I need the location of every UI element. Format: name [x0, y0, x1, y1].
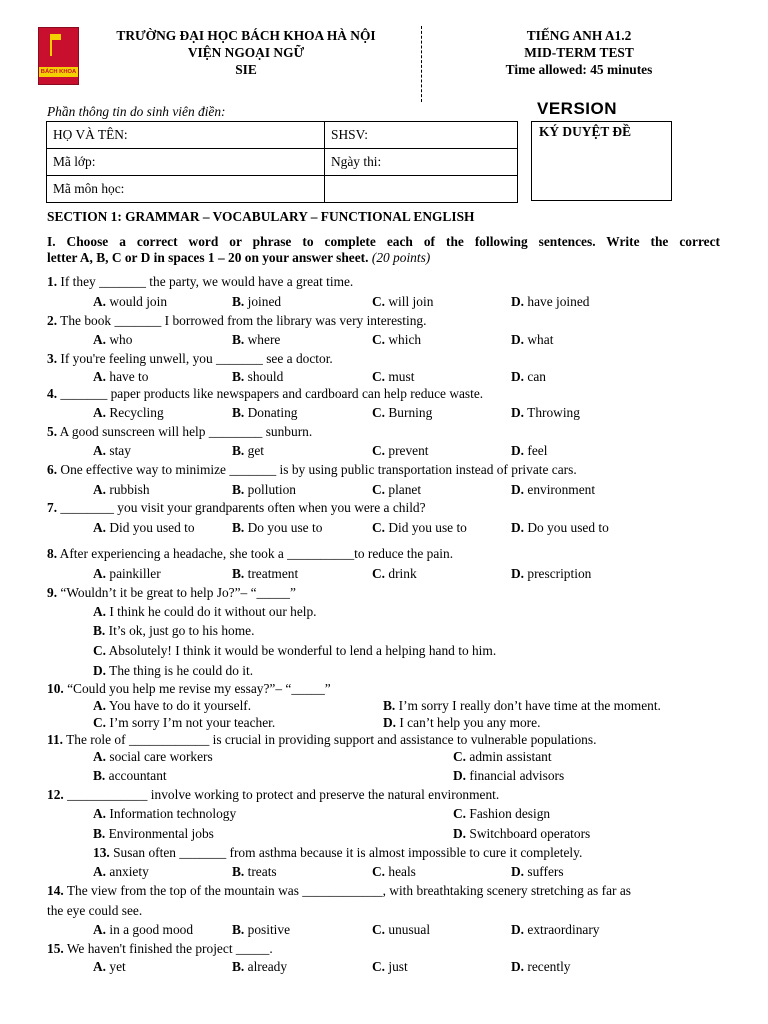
option-text: The thing is he could do it. [106, 663, 254, 678]
question-10-option-a[interactable] [93, 698, 251, 713]
option-letter: A. [93, 959, 107, 974]
instruction-line-1: I. Choose a correct word or phrase to complete each of the following sentences. Write the correct [47, 234, 720, 249]
subject-code-cell[interactable] [47, 176, 325, 203]
question-number: 14. [47, 883, 64, 898]
version-label: VERSION [537, 99, 618, 118]
student-id-cell[interactable] [325, 122, 518, 149]
option-letter: B. [232, 959, 245, 974]
question-2-option-b[interactable] [232, 332, 280, 347]
question-3-option-a[interactable] [93, 369, 148, 384]
option-letter: D. [511, 482, 525, 497]
option-text: financial advisors [466, 768, 565, 783]
option-letter: B. [383, 698, 396, 713]
option-text: where [244, 332, 281, 347]
option-text: Information technology [106, 806, 237, 821]
question-14-option-c[interactable] [372, 922, 430, 937]
option-text: rubbish [106, 482, 150, 497]
option-text: painkiller [106, 566, 161, 581]
option-text: Absolutely! I think it would be wonderful to lend a helping hand to him. [106, 643, 497, 658]
question-10-option-c[interactable] [93, 715, 275, 730]
option-letter: A. [93, 520, 107, 535]
question-8-option-c[interactable] [372, 566, 417, 581]
question-11-option-c[interactable] [453, 749, 552, 764]
option-letter: B. [232, 405, 245, 420]
option-text: prescription [524, 566, 592, 581]
question-12-option-b[interactable] [93, 826, 214, 841]
question-8-option-b[interactable] [232, 566, 298, 581]
question-12-option-d[interactable] [453, 826, 590, 841]
option-letter: D. [511, 922, 525, 937]
option-letter: B. [232, 864, 245, 879]
question-15-option-b[interactable] [232, 959, 287, 974]
option-text: get [244, 443, 264, 458]
option-text: prevent [385, 443, 429, 458]
option-letter: B. [93, 826, 106, 841]
option-text: Recycling [106, 405, 164, 420]
option-text: who [106, 332, 133, 347]
option-letter: B. [232, 482, 245, 497]
option-letter: C. [372, 520, 386, 535]
option-text: already [244, 959, 288, 974]
question-7-stem [47, 500, 426, 515]
option-letter: C. [453, 749, 467, 764]
option-letter: D. [511, 864, 525, 879]
question-14-stem-continued: the eye could see. [47, 903, 143, 918]
question-11-option-b[interactable] [93, 768, 167, 783]
question-12-option-a[interactable] [93, 806, 236, 821]
question-4-option-d[interactable] [511, 405, 580, 420]
question-number: 2. [47, 313, 58, 328]
question-13-option-d[interactable] [511, 864, 564, 879]
question-4-option-c[interactable] [372, 405, 432, 420]
question-5-option-a[interactable] [93, 443, 131, 458]
option-text: heals [385, 864, 416, 879]
school-header [78, 27, 414, 78]
question-3-option-b[interactable] [232, 369, 283, 384]
option-text: in a good mood [106, 922, 194, 937]
option-letter: A. [93, 806, 107, 821]
option-letter: D. [511, 332, 525, 347]
question-number: 5. [47, 424, 58, 439]
subject-code-label: Mã môn học: [53, 181, 125, 197]
question-7-option-a[interactable] [93, 520, 195, 535]
option-text: must [385, 369, 415, 384]
option-letter: C. [453, 806, 467, 821]
option-text: accountant [105, 768, 167, 783]
option-letter: B. [93, 623, 106, 638]
option-text: just [385, 959, 408, 974]
option-letter: B. [232, 332, 245, 347]
question-15-option-c[interactable] [372, 959, 408, 974]
option-letter: A. [93, 369, 107, 384]
question-13-option-c[interactable] [372, 864, 416, 879]
question-15-option-d[interactable] [511, 959, 571, 974]
time-allowed: Time allowed: 45 minutes [505, 62, 653, 77]
question-1-option-b[interactable] [232, 294, 281, 309]
question-3-option-c[interactable] [372, 369, 414, 384]
option-letter: D. [511, 443, 525, 458]
option-text: treatment [244, 566, 299, 581]
option-letter: C. [372, 332, 386, 347]
test-name: MID-TERM TEST [524, 45, 634, 60]
question-11-option-a[interactable] [93, 749, 213, 764]
option-letter: A. [93, 332, 107, 347]
question-number: 12. [47, 787, 64, 802]
question-8-option-a[interactable] [93, 566, 161, 581]
option-letter: A. [93, 698, 107, 713]
option-letter: C. [372, 405, 386, 420]
question-11-stem [47, 732, 596, 747]
option-text: Did you use to [385, 520, 467, 535]
question-10-option-d[interactable] [383, 715, 540, 730]
question-text: The role of ____________ is crucial in providing support and assistance to vulnerable populations. [63, 732, 597, 747]
option-text: which [385, 332, 422, 347]
question-5-option-b[interactable] [232, 443, 264, 458]
option-letter: B. [232, 369, 245, 384]
question-text: One effective way to minimize _______ is by using public transportation instead of private cars. [57, 462, 577, 477]
question-8-option-d[interactable] [511, 566, 591, 581]
question-10-option-b[interactable] [383, 698, 661, 713]
instruction-points: (20 points) [371, 250, 431, 265]
option-text: stay [106, 443, 131, 458]
question-number: 9. [47, 585, 58, 600]
option-letter: D. [511, 294, 525, 309]
question-2-option-d[interactable] [511, 332, 553, 347]
question-number: 10. [47, 681, 64, 696]
logo-text: BÁCH KHOA [40, 69, 77, 75]
option-text: social care workers [106, 749, 213, 764]
option-text: Do you used to [524, 520, 609, 535]
question-1-stem [47, 274, 353, 289]
option-text: recently [524, 959, 571, 974]
question-12-option-c[interactable] [453, 806, 550, 821]
exam-date-label: Ngày thi: [331, 154, 382, 170]
question-5-stem [47, 424, 312, 439]
class-label: Mã lớp: [53, 154, 96, 170]
question-9-option-d[interactable] [93, 663, 253, 678]
question-7-option-c[interactable] [372, 520, 467, 535]
option-letter: A. [93, 864, 107, 879]
option-text: admin assistant [466, 749, 552, 764]
instructions [47, 234, 720, 266]
option-text: I’m sorry I really don’t have time at the moment. [395, 698, 661, 713]
question-number: 8. [47, 546, 58, 561]
student-info-table [46, 121, 518, 203]
option-letter: A. [93, 604, 107, 619]
question-6-option-d[interactable] [511, 482, 595, 497]
question-4-stem [47, 386, 483, 401]
option-text: drink [385, 566, 417, 581]
option-letter: A. [93, 443, 107, 458]
option-text: joined [244, 294, 282, 309]
question-10-stem [47, 681, 331, 696]
approval-box [531, 121, 672, 201]
question-number: 15. [47, 941, 64, 956]
option-letter: D. [511, 369, 525, 384]
approval-label: KÝ DUYỆT ĐỀ [539, 124, 632, 139]
option-letter: D. [383, 715, 397, 730]
question-1-option-a[interactable] [93, 294, 167, 309]
question-6-option-a[interactable] [93, 482, 150, 497]
option-letter: A. [93, 922, 107, 937]
question-text: ________ you visit your grandparents often when you were a child? [57, 500, 426, 515]
student-id-label: SHSV: [331, 127, 368, 143]
option-letter: A. [93, 482, 107, 497]
option-text: suffers [524, 864, 564, 879]
option-letter: D. [453, 826, 467, 841]
option-text: Throwing [524, 405, 580, 420]
option-text: will join [385, 294, 434, 309]
question-14-option-d[interactable] [511, 922, 600, 937]
course-name: TIẾNG ANH A1.2 [526, 28, 632, 43]
question-15-option-a[interactable] [93, 959, 126, 974]
question-number: 4. [47, 386, 58, 401]
option-letter: A. [93, 294, 107, 309]
question-9-option-b[interactable] [93, 623, 254, 638]
question-7-option-d[interactable] [511, 520, 609, 535]
option-text: extraordinary [524, 922, 600, 937]
option-letter: B. [232, 294, 245, 309]
option-letter: C. [372, 566, 386, 581]
option-letter: D. [511, 959, 525, 974]
test-header [460, 27, 698, 78]
option-text: can [524, 369, 546, 384]
question-13-option-b[interactable] [232, 864, 277, 879]
option-letter: B. [232, 520, 245, 535]
exam-date-cell[interactable] [325, 149, 518, 176]
option-text: treats [244, 864, 277, 879]
option-text: feel [524, 443, 548, 458]
question-4-option-a[interactable] [93, 405, 164, 420]
option-letter: C. [372, 482, 386, 497]
option-text: anxiety [106, 864, 149, 879]
option-text: Burning [385, 405, 433, 420]
question-6-option-b[interactable] [232, 482, 296, 497]
institute-name: VIỆN NGOẠI NGỮ [187, 45, 305, 60]
question-9-option-c[interactable] [93, 643, 496, 658]
question-number: 11. [47, 732, 63, 747]
option-letter: D. [453, 768, 467, 783]
question-text: If they _______ the party, we would have a great time. [57, 274, 354, 289]
option-text: positive [244, 922, 291, 937]
option-text: pollution [244, 482, 296, 497]
question-15-stem [47, 941, 273, 956]
name-cell[interactable] [47, 122, 325, 149]
question-3-stem [47, 351, 333, 366]
option-text: Did you used to [106, 520, 195, 535]
question-2-stem [47, 313, 426, 328]
option-letter: C. [372, 959, 386, 974]
option-letter: D. [511, 520, 525, 535]
option-letter: C. [372, 922, 386, 937]
question-text: The view from the top of the mountain was ____________, with breathtaking scenery stretching as far as [63, 883, 631, 898]
university-logo [38, 27, 79, 85]
option-letter: D. [93, 663, 107, 678]
question-5-option-d[interactable] [511, 443, 547, 458]
question-12-stem [47, 787, 499, 802]
university-name: TRƯỜNG ĐẠI HỌC BÁCH KHOA HÀ NỘI [116, 28, 376, 43]
question-number: 7. [47, 500, 58, 515]
question-number: 3. [47, 351, 58, 366]
question-text: After experiencing a headache, she took a __________to reduce the pain. [57, 546, 454, 561]
section-title: SECTION 1: GRAMMAR – VOCABULARY – FUNCTIONAL ENGLISH [47, 209, 475, 224]
question-13-stem [93, 845, 582, 860]
question-9-stem [47, 585, 296, 600]
question-number: 6. [47, 462, 58, 477]
option-letter: C. [372, 443, 386, 458]
option-text: It’s ok, just go to his home. [105, 623, 255, 638]
question-6-option-c[interactable] [372, 482, 421, 497]
option-letter: A. [93, 405, 107, 420]
question-1-option-d[interactable] [511, 294, 589, 309]
option-text: should [244, 369, 284, 384]
option-letter: C. [93, 715, 107, 730]
option-text: I can’t help you any more. [396, 715, 541, 730]
question-text: “Could you help me revise my essay?”– “_____” [63, 681, 331, 696]
question-text: “Wouldn’t it be great to help Jo?”– “_____” [57, 585, 296, 600]
option-text: Fashion design [466, 806, 551, 821]
student-info-caption: Phần thông tin do sinh viên điền: [47, 104, 226, 119]
option-letter: B. [93, 768, 106, 783]
question-14-stem [47, 883, 631, 898]
option-letter: A. [93, 566, 107, 581]
option-text: Do you use to [244, 520, 323, 535]
option-text: Environmental jobs [105, 826, 214, 841]
option-text: yet [106, 959, 126, 974]
question-3-option-d[interactable] [511, 369, 546, 384]
question-text: _______ paper products like newspapers and cardboard can help reduce waste. [57, 386, 484, 401]
question-7-option-b[interactable] [232, 520, 322, 535]
option-letter: A. [93, 749, 107, 764]
question-number: 13. [93, 845, 110, 860]
question-13-option-a[interactable] [93, 864, 149, 879]
header-divider [421, 26, 422, 102]
question-14-option-b[interactable] [232, 922, 290, 937]
question-2-option-a[interactable] [93, 332, 132, 347]
question-text: If you're feeling unwell, you _______ see a doctor. [57, 351, 333, 366]
question-8-stem [47, 546, 453, 561]
question-text: ____________ involve working to protect and preserve the natural environment. [63, 787, 500, 802]
question-9-option-a[interactable] [93, 604, 317, 619]
option-letter: B. [232, 566, 245, 581]
question-6-stem [47, 462, 577, 477]
option-letter: C. [372, 864, 386, 879]
question-text: We haven't finished the project _____. [63, 941, 273, 956]
option-text: I’m sorry I’m not your teacher. [106, 715, 276, 730]
instruction-line-2: letter A, B, C or D in spaces 1 – 20 on your answer sheet. [47, 250, 369, 265]
name-label: HỌ VÀ TÊN: [53, 127, 128, 143]
option-text: I think he could do it without our help. [106, 604, 317, 619]
option-letter: C. [372, 369, 386, 384]
option-text: Donating [244, 405, 298, 420]
question-14-option-a[interactable] [93, 922, 193, 937]
option-letter: B. [232, 922, 245, 937]
option-text: have to [106, 369, 149, 384]
option-text: would join [106, 294, 168, 309]
institute-abbr: SIE [235, 62, 257, 77]
option-letter: D. [511, 566, 525, 581]
question-number: 1. [47, 274, 58, 289]
class-cell[interactable] [47, 149, 325, 176]
option-text: You have to do it yourself. [106, 698, 252, 713]
question-1-option-c[interactable] [372, 294, 433, 309]
option-letter: C. [93, 643, 107, 658]
option-letter: D. [511, 405, 525, 420]
option-letter: B. [232, 443, 245, 458]
question-11-option-d[interactable] [453, 768, 564, 783]
option-text: what [524, 332, 554, 347]
question-2-option-c[interactable] [372, 332, 421, 347]
option-text: unusual [385, 922, 431, 937]
question-5-option-c[interactable] [372, 443, 429, 458]
option-letter: C. [372, 294, 386, 309]
empty-cell [325, 176, 518, 203]
option-text: have joined [524, 294, 590, 309]
option-text: environment [524, 482, 596, 497]
question-text: A good sunscreen will help ________ sunburn. [57, 424, 313, 439]
question-text: The book _______ I borrowed from the library was very interesting. [57, 313, 427, 328]
option-text: Switchboard operators [466, 826, 591, 841]
option-text: planet [385, 482, 422, 497]
question-text: Susan often _______ from asthma because it is almost impossible to cure it completely. [109, 845, 583, 860]
question-4-option-b[interactable] [232, 405, 297, 420]
